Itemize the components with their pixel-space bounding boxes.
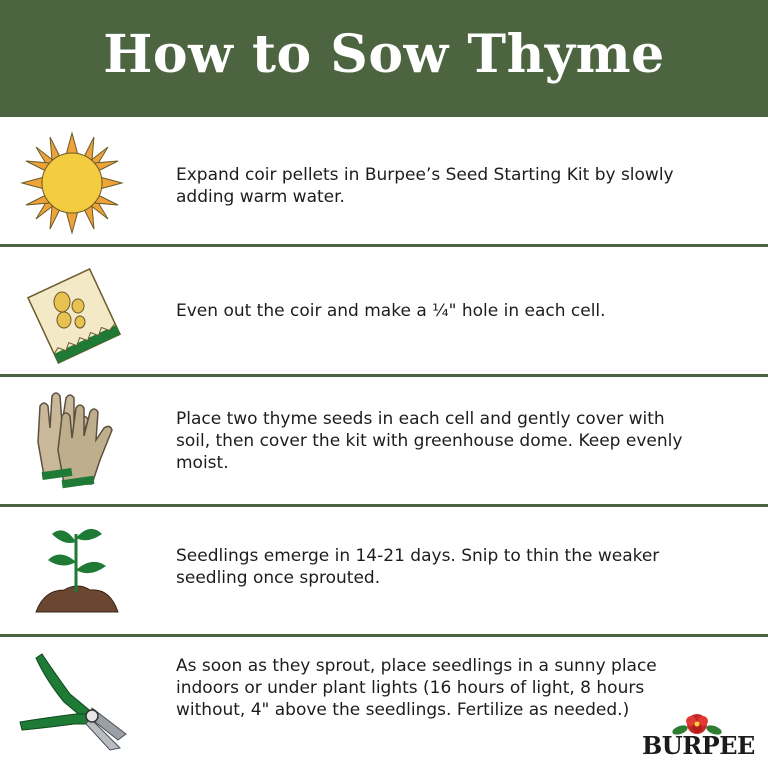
step-4-text: Seedlings emerge in 14-21 days. Snip to thin the weaker seedling once sprouted. <box>176 546 660 588</box>
step-5-text: As soon as they sprout, place seedlings in a sunny place indoors or under plant lights (16 hours of light, 8 hours without, 4" above the seedlings. Fertilize as needed.) <box>176 656 657 720</box>
seedling-icon <box>14 512 130 628</box>
step-3-text: Place two thyme seeds in each cell and gently cover with soil, then cover the kit with greenhouse dome. Keep evenly moist. <box>176 409 683 473</box>
gloves-icon <box>14 384 130 500</box>
divider <box>0 244 768 247</box>
step-2-text: Even out the coir and make a ¼" hole in each cell. <box>176 301 606 321</box>
divider <box>0 634 768 637</box>
burpee-logo-text: BURPEE <box>642 731 755 760</box>
page-title: How to Sow Thyme <box>103 24 665 85</box>
seed-packet-icon <box>14 256 130 372</box>
header-banner <box>0 0 768 117</box>
divider <box>0 504 768 507</box>
burpee-logo <box>642 712 758 762</box>
pruning-shears-icon <box>14 644 130 760</box>
sun-icon <box>14 125 130 241</box>
step-1-text: Expand coir pellets in Burpee’s Seed Starting Kit by slowly adding warm water. <box>176 165 674 207</box>
divider <box>0 374 768 377</box>
